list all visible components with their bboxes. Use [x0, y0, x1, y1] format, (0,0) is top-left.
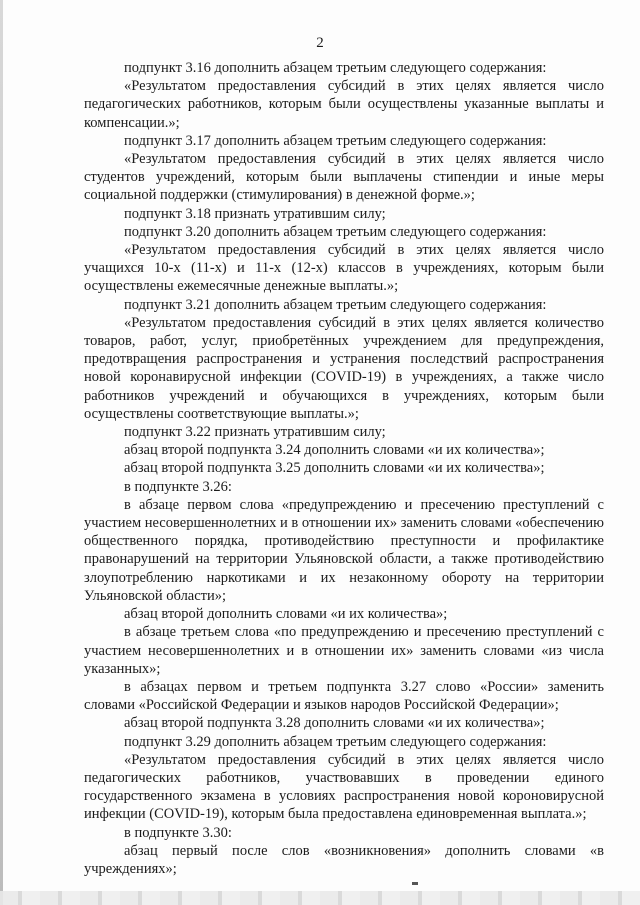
paragraph: абзац первый после слов «возникновения» дополнить словами «в учреждениях»;: [84, 842, 604, 877]
paragraph: «Результатом предоставления субсидий в этих целях является число педагогических работников, которым были осуществлены указанные выплаты и компенсации.»;: [84, 78, 604, 131]
scan-artifact: [412, 882, 418, 885]
paragraph: подпункт 3.22 признать утратившим силу;: [124, 424, 386, 441]
paragraph: подпункт 3.29 дополнить абзацем третьим следующего содержания:: [124, 733, 547, 750]
paragraph: абзац второй подпункта 3.28 дополнить словами «и их количества»;: [124, 715, 545, 732]
paragraph: «Результатом предоставления субсидий в этих целях является число учащихся 10-х (11-х) и 11-х (12-х) классов в учреждениях, которым были осуществлены ежемесячные денежные выплаты.»;: [84, 242, 604, 295]
scan-bottom-strip: [0, 891, 640, 905]
paragraph: в абзаце первом слова «предупреждению и пресечению преступлений с участием несовершеннолетних и в отношении их» заменить словами «обеспечению общественного порядка, противодействию преступности и профилактике правонарушений на территории Ульяновской области, а также противодействию злоупотреблению наркотиками и их незаконному обороту на территории Ульяновской области»;: [84, 496, 604, 604]
paragraph: подпункт 3.17 дополнить абзацем третьим следующего содержания:: [124, 132, 547, 149]
paragraph: «Результатом предоставления субсидий в этих целях является число педагогических работников, участвовавших в проведении единого государственного экзамена в условиях распространения новой короновирусной инфекции (COVID-19), которым была предоставлена единовременная выплата.»;: [84, 751, 604, 823]
paragraph: подпункт 3.18 признать утратившим силу;: [124, 205, 386, 222]
paragraph: «Результатом предоставления субсидий в этих целях является количество товаров, работ, услуг, приобретённых учреждением для предупреждения, предотвращения распространения и устранения последствий распространения новой коронавирусной инфекции (COVID-19) в учреждениях, а также число работников учреждений и обучающихся в учреждениях, которым были осуществлены соответствующие выплаты.»;: [84, 314, 604, 422]
scan-edge: [0, 0, 3, 905]
paragraph: в подпункте 3.30:: [124, 824, 232, 841]
paragraph: абзац второй дополнить словами «и их количества»;: [124, 606, 448, 623]
paragraph: подпункт 3.16 дополнить абзацем третьим следующего содержания:: [124, 60, 547, 76]
paragraph: абзац второй подпункта 3.24 дополнить словами «и их количества»;: [124, 442, 545, 459]
paragraph: подпункт 3.20 дополнить абзацем третьим следующего содержания:: [124, 223, 547, 240]
paragraph: абзац второй подпункта 3.25 дополнить словами «и их количества»;: [124, 460, 545, 477]
paragraph: в абзацах первом и третьем подпункта 3.27 слово «России» заменить словами «Российской Федерации и языков народов Российской Федерации»;: [84, 678, 604, 714]
page-number: 2: [316, 35, 324, 51]
paragraph: в подпункте 3.26:: [124, 478, 232, 495]
paragraph: «Результатом предоставления субсидий в этих целях является число студентов учреждений, которым были выплачены стипендии и иные меры социальной поддержки (стимулирования) в денежной форме.»;: [84, 151, 604, 204]
paragraph: в абзаце третьем слова «по предупреждению и пресечению преступлений с участием несовершеннолетних и в отношении их» заменить словами «из числа указанных»;: [84, 624, 604, 677]
paragraph: подпункт 3.21 дополнить абзацем третьим следующего содержания:: [124, 296, 547, 313]
document-body: [84, 59, 604, 878]
